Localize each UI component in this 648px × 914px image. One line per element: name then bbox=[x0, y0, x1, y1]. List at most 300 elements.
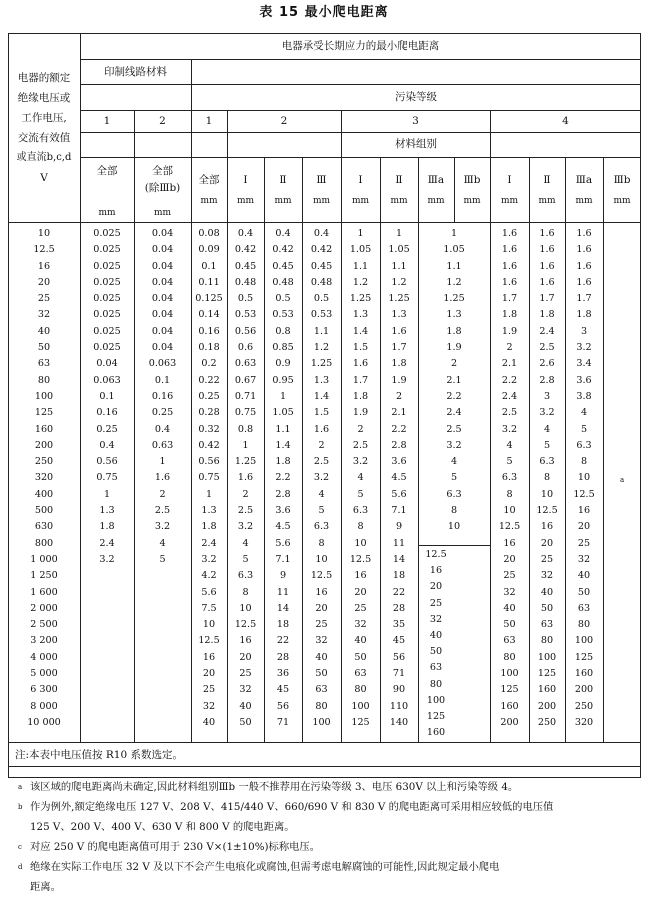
unit-label: mm bbox=[98, 208, 116, 218]
table-cell: 3.2 bbox=[201, 553, 217, 565]
table-cell: 20 bbox=[239, 651, 252, 663]
table-cell: 1.6 bbox=[313, 423, 330, 435]
table-cell: 1.8 bbox=[446, 325, 462, 337]
table-cell: 1 bbox=[103, 488, 111, 500]
table-cell: 45 bbox=[392, 635, 406, 647]
footnote-line bbox=[18, 798, 636, 816]
table-cell: 0.75 bbox=[96, 472, 118, 484]
table-cell: 1 250 bbox=[30, 570, 58, 582]
table-cell: 1 bbox=[242, 439, 249, 451]
table-cell: 20 bbox=[202, 668, 216, 680]
column-header bbox=[454, 173, 490, 209]
table-cell: 1.7 bbox=[391, 342, 407, 354]
table-cell: 7.1 bbox=[391, 505, 407, 517]
column-header bbox=[134, 163, 191, 218]
unit-label: mm bbox=[538, 196, 556, 206]
table-cell: 0.45 bbox=[272, 260, 294, 272]
table-cell: 4.5 bbox=[391, 472, 407, 484]
table-cell: 40 bbox=[577, 570, 591, 582]
table-cell: 1.6 bbox=[576, 276, 592, 288]
table-cell: 0.45 bbox=[234, 260, 257, 272]
table-cell: 1.6 bbox=[154, 472, 171, 484]
table-cell: 125 bbox=[574, 651, 594, 663]
table-cell: 32 bbox=[354, 619, 367, 631]
table-cell: 32 bbox=[315, 635, 328, 647]
table-cell: 0.42 bbox=[272, 244, 294, 256]
table-cell: 5 bbox=[159, 553, 166, 565]
voltage-header-line: 绝缘电压或 bbox=[17, 92, 71, 104]
unit-label: mm bbox=[236, 196, 255, 206]
column-header bbox=[565, 173, 603, 209]
unit-label: mm bbox=[613, 196, 631, 206]
table-cell: 22 bbox=[276, 635, 290, 647]
table-cell: 5 000 bbox=[30, 668, 58, 680]
table-cell: 1.3 bbox=[313, 374, 330, 386]
table-cell: 1.8 bbox=[201, 521, 217, 533]
table-cell: 0.08 bbox=[198, 228, 220, 239]
table-cell: 12.5 bbox=[310, 570, 333, 582]
table-cell: 2.5 bbox=[154, 505, 171, 517]
table-cell: 90 bbox=[392, 684, 406, 696]
table-cell: 18 bbox=[276, 619, 290, 631]
table-cell: 8 bbox=[357, 521, 364, 533]
unit-label: mm bbox=[153, 208, 172, 218]
column-header bbox=[227, 173, 264, 209]
level-label: 2 bbox=[159, 115, 166, 127]
footnote-text: 该区域的爬电距离尚未确定,因此材料组别Ⅲb 一般不推荐用在污染等级 3、电压 630V 以上和污染等级 4。 bbox=[30, 781, 519, 793]
table-cell: 10 bbox=[354, 537, 367, 549]
table-cell: 1.5 bbox=[352, 342, 369, 354]
p3-III-column bbox=[418, 226, 490, 536]
column-header bbox=[529, 173, 565, 209]
table-cell: 1.3 bbox=[352, 309, 369, 321]
table-cell: 5 bbox=[450, 472, 458, 484]
table-cell: 320 bbox=[34, 472, 54, 484]
table-cell: 125 bbox=[351, 716, 370, 728]
p3-I-column bbox=[341, 226, 380, 731]
table-cell: 18 bbox=[392, 570, 406, 582]
unit-label: mm bbox=[312, 196, 331, 206]
column-header-line: Ⅰ bbox=[243, 174, 248, 186]
table-cell: 63 bbox=[315, 684, 328, 696]
table-cell: 250 bbox=[537, 716, 557, 728]
table-cell: 0.025 bbox=[93, 228, 121, 239]
table-cell: 5 bbox=[318, 505, 325, 517]
table-cell: 56 bbox=[392, 651, 406, 663]
column-header-line: Ⅲa bbox=[427, 174, 445, 186]
table-cell: 3.2 bbox=[154, 521, 171, 533]
table-cell: 28 bbox=[392, 602, 406, 614]
table-cell: 12.5 bbox=[425, 549, 447, 560]
table-cell: 1 bbox=[357, 228, 364, 239]
column-header-line: Ⅱ bbox=[543, 174, 551, 186]
table-cell: 1.25 bbox=[310, 358, 333, 370]
table-cell: 0.04 bbox=[151, 342, 174, 354]
table-cell: 1 bbox=[159, 456, 166, 468]
table-cell: 4 bbox=[242, 537, 249, 549]
table-cell: 16 bbox=[37, 260, 51, 272]
table-cell: 3.6 bbox=[275, 505, 291, 517]
table-cell: 2 500 bbox=[30, 619, 58, 631]
table-cell: 0.04 bbox=[151, 309, 174, 321]
table-cell: 0.48 bbox=[272, 276, 294, 288]
table-cell: 4 bbox=[159, 537, 166, 549]
pcb-level2-column bbox=[134, 226, 191, 568]
table-cell: 16 bbox=[354, 570, 367, 582]
table-cell: 400 bbox=[34, 488, 54, 500]
table-cell: 0.53 bbox=[310, 309, 333, 321]
table-cell: 5 bbox=[242, 553, 249, 565]
table-cell: 1.25 bbox=[234, 456, 257, 468]
table-cell: 0.025 bbox=[93, 325, 121, 337]
p2-I-column bbox=[227, 226, 264, 731]
column-header bbox=[380, 173, 418, 209]
column-header bbox=[603, 173, 641, 209]
table-cell: 1.6 bbox=[539, 276, 555, 288]
table-cell: 160 bbox=[426, 727, 446, 739]
table-cell: 4 bbox=[450, 456, 458, 468]
table-cell: 16 bbox=[202, 651, 216, 663]
table-cell: 4 bbox=[318, 488, 325, 500]
table-cell: 1.6 bbox=[501, 228, 518, 239]
table-cell: 0.25 bbox=[198, 390, 220, 402]
main-header: 电器承受长期应力的最小爬电距离 bbox=[281, 40, 440, 52]
table-cell: 0.025 bbox=[93, 342, 121, 354]
table-cell: 16 bbox=[315, 586, 328, 598]
table-cell: 125 bbox=[537, 668, 557, 680]
table-cell: 2.8 bbox=[539, 374, 555, 386]
footnote-line bbox=[18, 858, 636, 876]
table-cell: 0.04 bbox=[151, 276, 174, 288]
table-cell: 4.5 bbox=[275, 521, 291, 533]
table-cell: 5 bbox=[506, 456, 513, 468]
column-header bbox=[191, 173, 227, 209]
table-cell: 50 bbox=[429, 646, 443, 658]
table-cell: 4 bbox=[506, 439, 513, 451]
table-cell: 1.7 bbox=[576, 293, 592, 305]
table-cell: 0.063 bbox=[148, 358, 177, 370]
table-cell: 36 bbox=[276, 668, 290, 680]
table-cell: 40 bbox=[540, 586, 554, 598]
table-cell: 5.6 bbox=[391, 488, 407, 500]
table-cell: 16 bbox=[429, 565, 443, 577]
table-cell: 10 bbox=[447, 521, 461, 533]
table-cell: 3 200 bbox=[30, 635, 58, 647]
table-cell: 1.1 bbox=[275, 423, 291, 435]
table-cell: 3.2 bbox=[446, 439, 462, 451]
column-header-line: Ⅲb bbox=[463, 174, 481, 186]
table-cell: 1.3 bbox=[99, 505, 115, 517]
rule bbox=[80, 132, 641, 133]
voltage-header-line: 或直流b,c,d bbox=[16, 152, 72, 163]
table-cell: 2.2 bbox=[391, 423, 407, 435]
column-header-line: Ⅲ bbox=[316, 174, 327, 186]
footnote-mark: b bbox=[18, 803, 23, 811]
table-cell: 1.2 bbox=[446, 276, 462, 288]
table-cell: 32 bbox=[202, 700, 216, 712]
footnote-mark: c bbox=[18, 843, 22, 851]
table-note: 注:本表中电压值按 R10 系数选定。 bbox=[15, 749, 183, 761]
table-cell: 10 bbox=[37, 228, 51, 239]
table-cell: 1.9 bbox=[446, 342, 462, 354]
table-cell: 20 bbox=[315, 602, 328, 614]
table-cell: 1.8 bbox=[352, 390, 369, 402]
table-cell: 3.2 bbox=[313, 472, 330, 484]
table-cell: 0.53 bbox=[234, 309, 257, 321]
table-cell: 1.2 bbox=[352, 276, 369, 288]
table-cell: 12.5 bbox=[198, 635, 220, 647]
table-cell: 8 bbox=[450, 505, 458, 517]
table-cell: 4 000 bbox=[30, 651, 58, 663]
table-cell: 1.1 bbox=[446, 260, 462, 272]
table-cell: 0.4 bbox=[99, 439, 115, 451]
table-cell: 2.4 bbox=[201, 537, 217, 549]
table-cell: 1.6 bbox=[539, 228, 555, 239]
table-cell: 6.3 bbox=[237, 570, 254, 582]
table-cell: 40 bbox=[503, 602, 516, 614]
table-cell: 32 bbox=[429, 613, 443, 625]
table-cell: 0.025 bbox=[93, 260, 121, 272]
table-cell: 1.8 bbox=[539, 309, 555, 321]
table-cell: 630 bbox=[34, 521, 54, 533]
table-cell: 1.05 bbox=[443, 244, 465, 256]
table-cell: 12.5 bbox=[234, 619, 257, 631]
table-cell: 0.5 bbox=[275, 293, 291, 305]
table-cell: 1 600 bbox=[30, 586, 58, 598]
p4-I-column bbox=[490, 226, 529, 731]
table-cell: 125 bbox=[426, 711, 446, 723]
table-cell: 0.45 bbox=[310, 260, 333, 272]
table-cell: 50 bbox=[239, 716, 252, 728]
unit-label: mm bbox=[463, 196, 481, 206]
table-cell: 0.75 bbox=[198, 472, 220, 484]
table-cell: 0.4 bbox=[154, 423, 171, 435]
column-header bbox=[341, 173, 380, 209]
table-cell: 50 bbox=[315, 668, 328, 680]
table-cell: 63 bbox=[540, 619, 554, 631]
table-cell: 0.04 bbox=[151, 260, 174, 272]
rule bbox=[80, 84, 641, 85]
table-cell: 2.2 bbox=[275, 472, 291, 484]
table-cell: 32 bbox=[37, 309, 51, 321]
table-cell: 6.3 bbox=[352, 505, 369, 517]
table-cell: 1 bbox=[395, 228, 403, 239]
table-cell: 1.9 bbox=[501, 325, 518, 337]
table-cell: 25 bbox=[540, 553, 554, 565]
column-header bbox=[418, 173, 454, 209]
table-cell: 40 bbox=[37, 325, 51, 337]
table-cell: 6.3 bbox=[446, 488, 462, 500]
table-cell: 25 bbox=[239, 668, 252, 680]
table-cell: 0.04 bbox=[96, 358, 118, 370]
column-header bbox=[302, 173, 341, 209]
table-cell: 80 bbox=[503, 651, 516, 663]
table-cell: 0.95 bbox=[272, 374, 294, 386]
table-cell: 4.2 bbox=[201, 570, 217, 582]
voltage-header-line: V bbox=[40, 172, 48, 184]
table-cell: 3.4 bbox=[576, 358, 592, 370]
table-cell: 0.16 bbox=[96, 407, 118, 419]
table-cell: 32 bbox=[239, 684, 252, 696]
level-label: 2 bbox=[280, 115, 288, 127]
table-cell: 1.2 bbox=[313, 342, 330, 354]
table-cell: 0.56 bbox=[96, 456, 118, 468]
table-cell: 100 bbox=[537, 651, 557, 663]
column-header-line: Ⅱ bbox=[395, 174, 403, 186]
table-cell: 9 bbox=[395, 521, 403, 533]
table-cell: 500 bbox=[34, 505, 54, 517]
table-cell: 2.4 bbox=[446, 407, 462, 419]
table-cell: 140 bbox=[389, 716, 409, 728]
table-cell: 0.125 bbox=[195, 293, 223, 305]
footnote-line bbox=[30, 818, 636, 836]
table-cell: 0.04 bbox=[151, 325, 174, 337]
column-header bbox=[490, 173, 529, 209]
table-cell: 0.63 bbox=[151, 439, 174, 451]
table-cell: 0.4 bbox=[237, 228, 254, 239]
table-cell: 50 bbox=[503, 619, 516, 631]
table-cell: 3.2 bbox=[576, 342, 592, 354]
table-cell: 28 bbox=[276, 651, 290, 663]
table-cell: 0.09 bbox=[198, 244, 220, 256]
table-cell: 3 bbox=[543, 390, 551, 402]
table-cell: 1.3 bbox=[391, 309, 407, 321]
table-cell: 20 bbox=[354, 586, 367, 598]
column-header bbox=[264, 173, 302, 209]
table-cell: 0.04 bbox=[151, 293, 174, 305]
table-cell: 10 000 bbox=[27, 716, 61, 728]
table-cell: 40 bbox=[354, 635, 367, 647]
table-cell: 0.8 bbox=[275, 325, 291, 337]
table-cell: 2.1 bbox=[501, 358, 518, 370]
table-cell: 16 bbox=[239, 635, 252, 647]
table-cell: 80 bbox=[429, 678, 443, 690]
table-cell: 3.2 bbox=[501, 423, 518, 435]
table-cell: 2.2 bbox=[446, 390, 462, 402]
table-cell: 80 bbox=[354, 684, 367, 696]
table-cell: 1.6 bbox=[501, 244, 518, 256]
footnote-text: 距离。 bbox=[30, 881, 61, 893]
table-cell: 10 bbox=[202, 619, 216, 631]
table-cell: 6 300 bbox=[30, 684, 58, 696]
table-cell: 2 000 bbox=[30, 602, 58, 614]
table-cell: 40 bbox=[202, 716, 216, 728]
table-cell: 3.6 bbox=[391, 456, 407, 468]
footnote-line bbox=[30, 878, 636, 896]
table-cell: 4 bbox=[543, 423, 551, 435]
table-cell: 63 bbox=[37, 358, 51, 370]
column-header-line: Ⅰ bbox=[358, 174, 363, 186]
table-cell: 0.71 bbox=[234, 390, 257, 402]
level-label: 1 bbox=[205, 115, 213, 127]
table-cell: 1.8 bbox=[391, 358, 407, 370]
voltage-column bbox=[8, 226, 80, 731]
footnote-text: 作为例外,额定绝缘电压 127 V、208 V、415/440 V、660/690 V 和 830 V 的爬电距离可采用相应较低的电压值 bbox=[30, 801, 554, 813]
table-cell: 3.2 bbox=[539, 407, 555, 419]
p3-IIIa-low-column bbox=[418, 547, 454, 741]
table-cell: 1.6 bbox=[539, 244, 555, 256]
column-header bbox=[80, 163, 134, 218]
table-cell: 0.5 bbox=[313, 293, 330, 305]
table-cell: 0.063 bbox=[93, 374, 121, 386]
table-cell: 80 bbox=[315, 700, 328, 712]
pollution-header: 污染等级 bbox=[395, 91, 437, 103]
table-cell: 4 bbox=[357, 472, 364, 484]
table-cell: 1 bbox=[205, 488, 213, 500]
table-cell: 25 bbox=[37, 293, 51, 305]
level-label: 3 bbox=[412, 115, 419, 127]
footnote-text: 对应 250 V 的爬电距离值可用于 230 V×(1±10%)标称电压。 bbox=[30, 841, 321, 853]
table-cell: 10 bbox=[239, 602, 252, 614]
table-cell: 63 bbox=[577, 602, 591, 614]
table-cell: 2.5 bbox=[446, 423, 462, 435]
table-cell: 0.025 bbox=[93, 244, 121, 256]
table-cell: 2.5 bbox=[501, 407, 518, 419]
table-cell: 5.6 bbox=[201, 586, 217, 598]
table-cell: 0.28 bbox=[198, 407, 220, 419]
voltage-header-line: 交流有效值 bbox=[17, 132, 71, 144]
p4-II-column bbox=[529, 226, 565, 731]
unit-label: mm bbox=[351, 196, 370, 206]
table-cell: 2.4 bbox=[539, 325, 555, 337]
table-cell: 8 bbox=[242, 586, 249, 598]
table-cell: 0.25 bbox=[151, 407, 174, 419]
table-cell: 1.05 bbox=[349, 244, 372, 256]
table-cell: 0.025 bbox=[93, 309, 121, 321]
table-cell: 1 bbox=[279, 390, 287, 402]
table-cell: 200 bbox=[34, 439, 54, 451]
table-cell: 2 bbox=[395, 390, 403, 402]
table-cell: 2 bbox=[450, 358, 458, 370]
table-cell: 63 bbox=[503, 635, 516, 647]
table-cell: 16 bbox=[503, 537, 516, 549]
table-cell: 2.5 bbox=[237, 505, 254, 517]
pcb-header: 印制线路材料 bbox=[104, 66, 167, 78]
table-cell: 25 bbox=[202, 684, 216, 696]
table-cell: 320 bbox=[574, 716, 594, 728]
table-cell: 80 bbox=[37, 374, 51, 386]
table-cell: 1.6 bbox=[237, 472, 254, 484]
table-cell: 0.18 bbox=[198, 342, 220, 354]
table-cell: 1.6 bbox=[576, 260, 592, 272]
column-header-line: Ⅲb bbox=[613, 174, 631, 186]
rule bbox=[8, 766, 641, 767]
unit-label: mm bbox=[427, 196, 445, 206]
table-cell: 1.9 bbox=[391, 374, 407, 386]
table-cell: 1.6 bbox=[539, 260, 555, 272]
table-cell: 25 bbox=[577, 537, 591, 549]
table-cell: 10 bbox=[503, 505, 516, 517]
table-cell: 1.4 bbox=[352, 325, 369, 337]
table-cell: 6.3 bbox=[313, 521, 330, 533]
table-cell: 1.25 bbox=[349, 293, 372, 305]
table-cell: 2.5 bbox=[352, 439, 369, 451]
table-cell: 20 bbox=[429, 581, 443, 593]
table-cell: 1.6 bbox=[352, 358, 369, 370]
table-cell: 200 bbox=[500, 716, 519, 728]
p4-IIIa-column bbox=[565, 226, 603, 731]
table-cell: 7.5 bbox=[201, 602, 217, 614]
table-cell: 0.1 bbox=[201, 260, 217, 272]
level-label: 4 bbox=[562, 115, 569, 127]
column-header-line: 全部 bbox=[152, 165, 173, 177]
table-cell: 20 bbox=[503, 553, 516, 565]
column-header-line: 全部 bbox=[96, 165, 118, 177]
table-cell: 2 bbox=[506, 342, 513, 354]
table-cell: 0.42 bbox=[310, 244, 333, 256]
table-cell: 1.8 bbox=[99, 521, 115, 533]
table-cell: 0.42 bbox=[198, 439, 220, 451]
